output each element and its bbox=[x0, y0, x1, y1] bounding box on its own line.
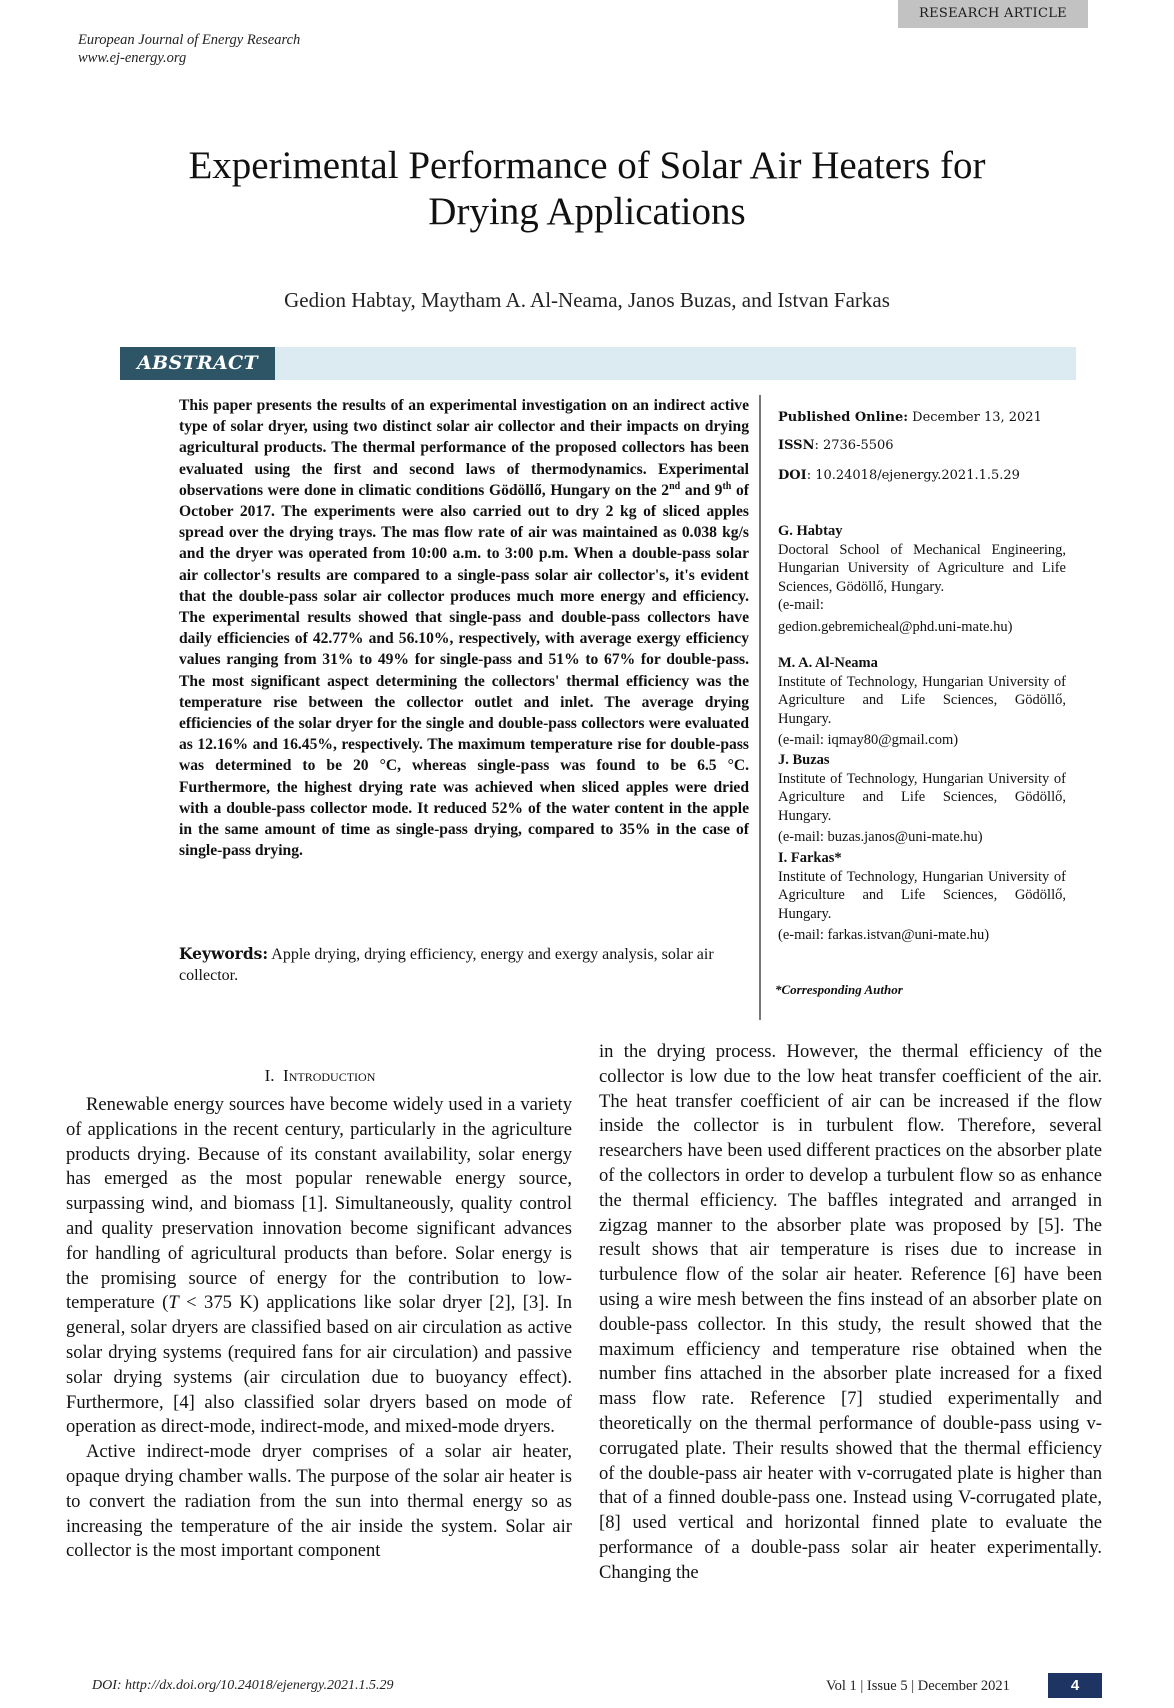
section-title: Introduction bbox=[283, 1066, 376, 1085]
issn-label: ISSN bbox=[778, 438, 815, 453]
variable: T bbox=[168, 1292, 179, 1314]
sidebar-divider bbox=[759, 395, 761, 1020]
issn-value: : 2736-5506 bbox=[814, 438, 894, 453]
affiliation-name: M. A. Al-Neama bbox=[778, 655, 878, 671]
affiliation-email[interactable]: gedion.gebremicheal@phd.uni-mate.hu) bbox=[778, 618, 1013, 635]
paragraph-text: < 375 K) applications like solar dryer [2], [3]. In general, solar dryers are classified based on air circulation as active solar drying systems (required fans for air circulation) and passive solar drying systems (air circulation due to buoyancy effect). Furthermore, [4] also classified solar dryers based on mode of operation as direct-mode, indirect-mode, and mixed-mode dryers. bbox=[66, 1292, 573, 1438]
affiliation-text: Institute of Technology, Hungarian University of Agriculture and Life Sciences, Gödöllő, Hungary. bbox=[778, 868, 1066, 922]
body-column-right bbox=[599, 1040, 1102, 1586]
affiliation-email[interactable]: (e-mail: buzas.janos@uni-mate.hu) bbox=[778, 829, 983, 846]
published-label: Published Online: bbox=[778, 410, 909, 425]
affiliation-email[interactable]: (e-mail: farkas.istvan@uni-mate.hu) bbox=[778, 927, 990, 944]
paragraph bbox=[66, 1093, 572, 1440]
paper-title-line2: Drying Applications bbox=[428, 190, 746, 233]
section-heading bbox=[60, 1066, 580, 1086]
affiliation-name: I. Farkas* bbox=[778, 850, 842, 866]
keywords-text: Apple drying, drying efficiency, energy and exergy analysis, solar air collector. bbox=[179, 946, 714, 984]
journal-name: European Journal of Energy Research bbox=[78, 32, 301, 48]
superscript: nd bbox=[669, 480, 681, 492]
keywords bbox=[179, 943, 749, 986]
affiliation-farkas bbox=[778, 849, 1066, 945]
affiliation-text: Institute of Technology, Hungarian University of Agriculture and Life Sciences, Gödöllő, Hungary. bbox=[778, 770, 1066, 824]
abstract-part: and 9 bbox=[680, 481, 723, 499]
affiliation-name: G. Habtay bbox=[778, 523, 843, 539]
doi bbox=[778, 467, 1066, 486]
abstract-label: ABSTRACT bbox=[120, 347, 275, 380]
corresponding-author-note: *Corresponding Author bbox=[775, 982, 903, 997]
doi-value[interactable]: : 10.24018/ejenergy.2021.1.5.29 bbox=[806, 468, 1020, 483]
section-number: I. bbox=[264, 1066, 275, 1085]
paper-title bbox=[100, 143, 1074, 235]
affiliation-text: Institute of Technology, Hungarian University of Agriculture and Life Sciences, Gödöllő, Hungary. bbox=[778, 673, 1066, 727]
published-value: December 13, 2021 bbox=[908, 410, 1042, 425]
affiliation-habtay bbox=[778, 522, 1066, 637]
page-number: 4 bbox=[1048, 1673, 1102, 1698]
affiliation-al-neama bbox=[778, 654, 1066, 750]
abstract-part: This paper presents the results of an experimental investigation on an indirect active type of solar dryer, using two distinct solar air collector and their impacts on drying agricultural products. The thermal performance of the proposed collectors has been evaluated using the first and second laws of thermodynamics. Experimental observations were done in climatic conditions Gödöllő, Hungary on the 2 bbox=[179, 397, 749, 499]
article-type-badge: RESEARCH ARTICLE bbox=[898, 0, 1088, 28]
paper-title-line1: Experimental Performance of Solar Air Heaters for bbox=[188, 144, 986, 187]
footer-volume-info: Vol 1 | Issue 5 | December 2021 bbox=[826, 1678, 1010, 1694]
affiliation-buzas bbox=[778, 751, 1066, 847]
paragraph: in the drying process. However, the thermal efficiency of the collector is low due to the low heat transfer coefficient of the air. The heat transfer coefficient of air can be increased if the flow inside the collector is in turbulent flow. Therefore, several researchers have been used different practices on the absorber plate of the collectors in order to develop a turbulent flow so as enhance the thermal efficiency. The baffles integrated and arranged in zigzag manner to the absorber plate was proposed by [5]. The result shows that air temperature is rises due to increase in turbulence flow of the solar air heater. Reference [6] have been using a wire mesh between the fins instead of an absorber plate on double-pass collector. In this study, the result showed that the maximum efficiency and temperature rise obtained when the number fins attached in the absorber plate increased for a fixed mass flow rate. Reference [7] studied experimentally and theoretically on the thermal performance of double-pass using v-corrugated plate. Their results showed that the thermal efficiency of the double-pass air heater with v-corrugated plate is higher than that of a finned double-pass one. Instead using V-corrugated plate, [8] used vertical and horizontal finned plate to evaluate the performance of a double-pass solar air heater experimentally. Changing the bbox=[599, 1041, 1102, 1583]
affiliation-name: J. Buzas bbox=[778, 752, 830, 768]
paragraph: Active indirect-mode dryer comprises of a solar air heater, opaque drying chamber walls. The purpose of the solar air heater is to convert the radiation from the sun into thermal energy so as increasing the temperature of the air inside the system. Solar air collector is the most important component bbox=[66, 1441, 572, 1562]
author-list: Gedion Habtay, Maytham A. Al-Neama, Janos Buzas, and Istvan Farkas bbox=[284, 288, 890, 312]
affiliation-email[interactable]: (e-mail: iqmay80@gmail.com) bbox=[778, 732, 959, 749]
body-column-left bbox=[66, 1093, 572, 1564]
journal-url[interactable]: www.ej-energy.org bbox=[78, 50, 187, 66]
published-online bbox=[778, 409, 1066, 428]
superscript: th bbox=[722, 480, 732, 492]
paragraph-text: Renewable energy sources have become widely used in a variety of applications in the recent century, particularly in the agriculture products drying. Because of its constant availability, solar energy has emerged as the most popular renewable energy source, surpassing wind, and biomass [1]. Simultaneously, quality control and quality preservation innovation become significant advances for handling of agricultural products than before. Solar energy is the promising source of energy for the contribution to low-temperature ( bbox=[66, 1094, 572, 1314]
issn bbox=[778, 437, 1066, 456]
abstract-text bbox=[179, 395, 749, 861]
affiliation-text: Doctoral School of Mechanical Engineering, Hungarian University of Agriculture and Life Sciences, Gödöllő, Hungary. bbox=[778, 541, 1066, 595]
abstract-part: of October 2017. The experiments were also carried out to dry 2 kg of sliced apples spread over the drying trays. The mas flow rate of air was maintained as 0.038 kg/s and the dryer was operated from 10:00 a.m. to 3:00 p.m. When a double-pass solar air collector's results are compared to a single-pass solar air collector's, it's evident that the double-pass solar air collector produces much more energy and efficiency. The experimental results showed that single-pass and double-pass collectors have daily efficiencies of 42.77% and 56.10%, respectively, with average exergy efficiency values ranging from 31% to 49% for single-pass and 51% to 67% for double-pass. The most significant aspect determining the collectors' thermal efficiency was the temperature rise between the collector outlet and inlet. The average drying efficiencies of the solar dryer for the single and double-pass collectors were evaluated as 12.16% and 16.45%, respectively. The maximum temperature rise for double-pass was determined to be 20 °C, whereas single-pass was found to be 6.5 °C. Furthermore, the highest drying rate was achieved when sliced apples were dried with a double-pass collector mode. It reduced 52% of the water content in the apple in the same amount of time as single-pass drying, compared to 35% in the case of single-pass drying. bbox=[179, 481, 749, 860]
footer-doi[interactable]: DOI: http://dx.doi.org/10.24018/ejenergy.2021.1.5.29 bbox=[92, 1678, 394, 1693]
email-prefix: (e-mail: bbox=[778, 597, 824, 614]
doi-label: DOI bbox=[778, 468, 807, 483]
journal-header bbox=[78, 31, 300, 67]
keywords-label: Keywords: bbox=[179, 944, 269, 963]
